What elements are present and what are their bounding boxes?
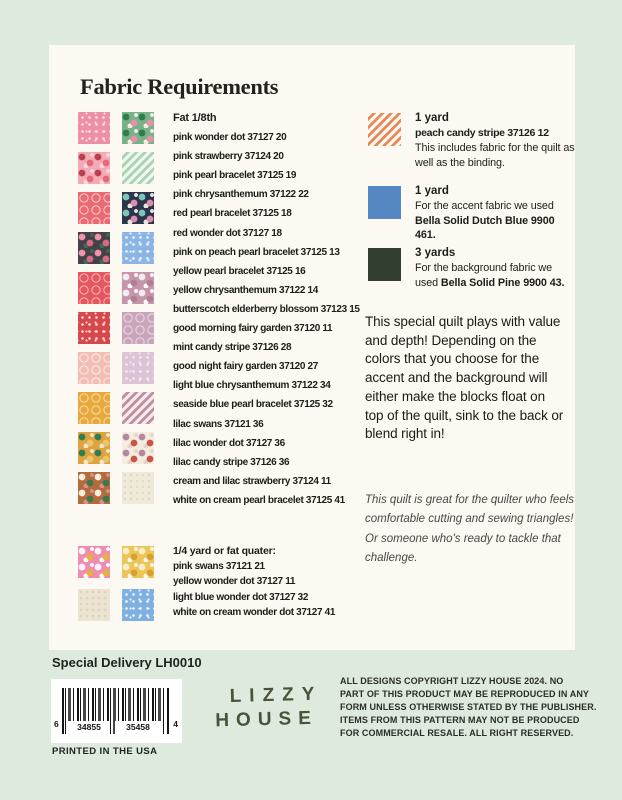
fabric-list-item: butterscotch elderberry blossom 37123 15 [173,303,360,315]
fabric-list-item: red pearl bracelet 37125 18 [173,208,292,220]
pattern-name-label: Special Delivery LH0010 [52,655,202,670]
fabric-swatch [78,112,110,144]
description-italic-paragraph: This quilt is great for the quilter who feels comfortable cutting and sewing triangles! Or someone who's ready to tackle that challenge. [365,494,575,564]
fabric-swatch [122,232,154,264]
fabric-list-item: pink wonder dot 37127 20 [173,132,287,144]
fabric-swatch [122,312,154,344]
yardage-note: This includes fabric for the quilt as well as the binding. [415,142,575,169]
fabric-swatch [122,192,154,224]
fabric-swatch [122,472,154,504]
fabric-swatch [78,192,110,224]
fabric-list-item: seaside blue pearl bracelet 37125 32 [173,399,333,411]
page-title: Fabric Requirements [80,74,279,99]
logo-line-1: LIZZY [229,683,323,708]
fabric-swatch [78,232,110,264]
copyright-line: PART OF THIS PRODUCT MAY BE REPRODUCED IN ANY [340,688,590,699]
copyright-line: FORM UNLESS OTHERWISE STATED BY THE PUBLISHER. [340,701,597,712]
barcode-digits-left-group: 34855 [68,721,110,734]
lizzy-house-logo [214,683,323,734]
fabric-list-item: mint candy stripe 37126 28 [173,342,292,354]
barcode [51,679,182,743]
dutch-blue-solid-swatch [368,186,401,219]
fabric-swatch [78,152,110,184]
fabric-list-item: yellow wonder dot 37127 11 [173,576,296,588]
fabric-list-item: white on cream pearl bracelet 37125 41 [173,494,345,506]
fabric-list-item: white on cream wonder dot 37127 41 [173,606,336,618]
fat-eighth-list [173,109,413,510]
barcode-digit-left: 6 [54,719,59,729]
fabric-swatch [122,112,154,144]
pine-solid-swatch [368,248,401,281]
yardage-text [415,184,577,243]
fabric-list-item: pink swans 37121 21 [173,561,265,573]
fabric-list-item: light blue chrysanthemum 37122 34 [173,380,331,392]
yardage-text [415,111,577,170]
printed-in-usa-label: PRINTED IN THE USA [52,746,158,757]
yardage-note [415,261,577,290]
fabric-swatch [122,589,154,621]
fabric-list-item: good morning fairy garden 37120 11 [173,323,333,335]
yardage-fabric-name: Bella Solid Dutch Blue 9900 461. [415,214,555,241]
yardage-note-prefix: For the accent fabric we used [415,200,554,212]
copyright-text [340,675,596,740]
description-paragraph: This special quilt plays with value and depth! Depending on the colors that you choose for the accent and the background will either make the blocks float on top of the quilt, sink to the back or blend right in! [365,314,564,442]
fabric-swatch [78,312,110,344]
fabric-list-item: pink on peach pearl bracelet 37125 13 [173,246,340,258]
fabric-swatch [78,392,110,424]
yardage-qty: 3 yards [415,247,456,259]
peach-candy-stripe-swatch [368,113,401,146]
yardage-text [415,246,577,290]
fabric-swatch [122,352,154,384]
pattern-back-panel [49,45,575,650]
yardage-qty: 1 yard [415,112,449,124]
fabric-swatch [78,272,110,304]
fabric-swatch [122,272,154,304]
yardage-note-prefix: For the background fabric we used [415,262,553,289]
fabric-list-item: lilac candy stripe 37126 36 [173,456,290,468]
fabric-list-item: lilac wonder dot 37127 36 [173,437,285,449]
yardage-fabric-name: peach candy stripe 37126 12 [415,127,549,139]
logo-line-2: HOUSE [215,707,319,732]
yardage-fabric-name: Bella Solid Pine 9900 43. [440,276,565,289]
quarter-yard-items [173,559,413,620]
barcode-digit-right: 4 [173,719,178,729]
fabric-list-item: red wonder dot 37127 18 [173,227,282,239]
copyright-line: ALL DESIGNS COPYRIGHT LIZZY HOUSE 2024. NO [340,676,564,686]
fabric-list-item: pink strawberry 37124 20 [173,151,284,163]
fabric-list-item: yellow chrysanthemum 37122 14 [173,284,318,296]
fabric-list-item: lilac swans 37121 36 [173,418,264,430]
fabric-list-item: pink chrysanthemum 37122 22 [173,189,309,201]
fabric-list-item: pink pearl bracelet 37125 19 [173,170,297,182]
fabric-list-item: light blue wonder dot 37127 32 [173,591,309,603]
barcode-digits-right-group: 35458 [115,721,161,734]
yardage-qty: 1 yard [415,185,449,197]
fabric-swatch [122,432,154,464]
fabric-swatch [78,352,110,384]
fabric-swatch [78,589,110,621]
fabric-list-item: cream and lilac strawberry 37124 11 [173,475,331,487]
fabric-list-item: good night fairy garden 37120 27 [173,361,318,373]
quarter-yard-header: 1/4 yard or fat quater: [173,545,276,557]
copyright-line: ITEMS FROM THIS PATTERN MAY NOT BE PRODUCED [340,714,580,725]
fabric-swatch [122,392,154,424]
fabric-swatch [78,546,110,578]
fabric-swatch [78,432,110,464]
fat-eighth-header: Fat 1/8th [173,112,217,124]
copyright-line: FOR COMMERCIAL RESALE. ALL RIGHT RESERVED. [340,727,574,738]
yardage-note [415,199,577,243]
fabric-swatch [78,472,110,504]
quarter-yard-swatch-grid [78,546,154,621]
fat-eighth-swatch-grid [78,112,154,504]
fabric-swatch [122,546,154,578]
fabric-swatch [122,152,154,184]
fabric-list-item: yellow pearl bracelet 37125 16 [173,265,306,277]
